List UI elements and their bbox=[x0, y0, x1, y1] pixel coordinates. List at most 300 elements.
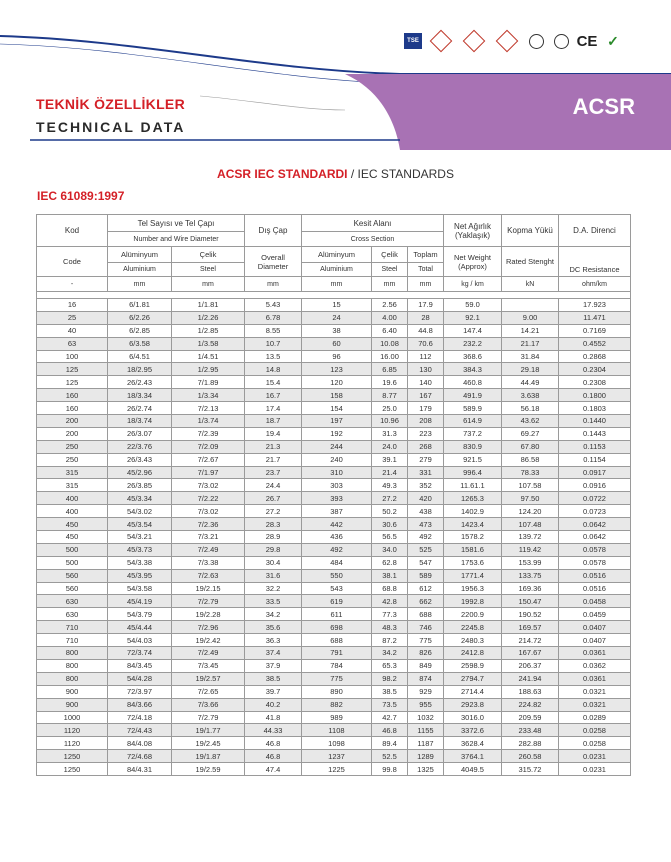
table-cell: 282.88 bbox=[502, 737, 559, 750]
table-cell: 550 bbox=[302, 569, 372, 582]
table-cell: 35.6 bbox=[245, 621, 302, 634]
table-cell: 9.00 bbox=[502, 311, 559, 324]
table-cell: 460.8 bbox=[444, 376, 502, 389]
table-cell: 996.4 bbox=[444, 466, 502, 479]
table-cell: 310 bbox=[302, 466, 372, 479]
table-cell: 45/2.96 bbox=[108, 466, 172, 479]
table-cell: 0.1803 bbox=[559, 402, 631, 415]
table-cell: 1098 bbox=[302, 737, 372, 750]
unit-cell: mm bbox=[302, 277, 372, 292]
table-cell: 97.50 bbox=[502, 492, 559, 505]
col-kod: Kod bbox=[37, 215, 108, 247]
table-cell: 400 bbox=[37, 505, 108, 518]
table-cell: 45/4.44 bbox=[108, 621, 172, 634]
table-cell: 0.0407 bbox=[559, 634, 631, 647]
table-cell: 32.2 bbox=[245, 582, 302, 595]
table-cell: 1120 bbox=[37, 737, 108, 750]
diamond-cert-icon bbox=[493, 32, 521, 50]
col-toplam-tr: Toplam bbox=[408, 247, 444, 263]
table-cell: 0.1153 bbox=[559, 440, 631, 453]
table-cell: 7/2.49 bbox=[172, 647, 245, 660]
table-cell: 56.18 bbox=[502, 402, 559, 415]
unit-cell: kN bbox=[502, 277, 559, 292]
table-cell: 303 bbox=[302, 479, 372, 492]
table-cell: 98.2 bbox=[372, 672, 408, 685]
col-alu-tr: Alüminyum bbox=[108, 247, 172, 263]
col-net-en: Net Weight (Approx) bbox=[444, 247, 502, 277]
table-cell: 84/3.45 bbox=[108, 659, 172, 672]
table-row bbox=[37, 492, 631, 505]
table-row bbox=[37, 582, 631, 595]
table-cell: 352 bbox=[408, 479, 444, 492]
col-kesit-tr: Kesit Alanı bbox=[302, 215, 444, 232]
table-cell: 260.58 bbox=[502, 750, 559, 763]
table-cell: 31.84 bbox=[502, 350, 559, 363]
table-cell: 890 bbox=[302, 685, 372, 698]
table-row bbox=[37, 324, 631, 337]
table-cell: 54/4.03 bbox=[108, 634, 172, 647]
col-net-tr: Net Ağırlık (Yaklaşık) bbox=[444, 215, 502, 247]
table-cell: 6/2.85 bbox=[108, 324, 172, 337]
table-cell: 10.7 bbox=[245, 337, 302, 350]
table-cell: 4049.5 bbox=[444, 763, 502, 776]
table-cell: 800 bbox=[37, 647, 108, 660]
table-cell: 710 bbox=[37, 634, 108, 647]
table-cell: 662 bbox=[408, 595, 444, 608]
table-cell: 250 bbox=[37, 440, 108, 453]
table-row bbox=[37, 621, 631, 634]
table-cell: 37.4 bbox=[245, 647, 302, 660]
table-cell: 882 bbox=[302, 698, 372, 711]
table-cell: 368.6 bbox=[444, 350, 502, 363]
table-cell: 206.37 bbox=[502, 659, 559, 672]
table-cell: 45/3.54 bbox=[108, 518, 172, 531]
table-row bbox=[37, 479, 631, 492]
table-cell: 900 bbox=[37, 698, 108, 711]
table-cell: 38.1 bbox=[372, 569, 408, 582]
table-cell: 315 bbox=[37, 466, 108, 479]
table-cell: 5.43 bbox=[245, 299, 302, 312]
table-cell: 60 bbox=[302, 337, 372, 350]
unit-cell: mm bbox=[172, 277, 245, 292]
table-cell: 442 bbox=[302, 518, 372, 531]
col-da-en: DC Resistance bbox=[559, 247, 631, 277]
table-cell: 233.48 bbox=[502, 724, 559, 737]
table-cell: 1753.6 bbox=[444, 556, 502, 569]
table-cell: 10.96 bbox=[372, 415, 408, 428]
unit-cell: - bbox=[37, 277, 108, 292]
table-cell: 547 bbox=[408, 556, 444, 569]
title-english: TECHNICAL DATA bbox=[36, 119, 186, 135]
table-cell: 17.923 bbox=[559, 299, 631, 312]
table-cell: 612 bbox=[408, 582, 444, 595]
table-cell: 43.62 bbox=[502, 415, 559, 428]
table-cell: 7/2.63 bbox=[172, 569, 245, 582]
table-cell: 21.3 bbox=[245, 440, 302, 453]
table-cell: 1250 bbox=[37, 750, 108, 763]
table-row bbox=[37, 376, 631, 389]
table-cell: 39.7 bbox=[245, 685, 302, 698]
table-cell: 1120 bbox=[37, 724, 108, 737]
table-cell: 0.0231 bbox=[559, 750, 631, 763]
table-cell: 6/4.51 bbox=[108, 350, 172, 363]
table-cell: 15 bbox=[302, 299, 372, 312]
standard-title-en: / IEC STANDARDS bbox=[350, 167, 454, 181]
table-cell: 45/4.19 bbox=[108, 595, 172, 608]
header-banner bbox=[0, 0, 671, 160]
table-cell: 72/4.68 bbox=[108, 750, 172, 763]
table-cell: 3016.0 bbox=[444, 711, 502, 724]
table-cell: 784 bbox=[302, 659, 372, 672]
table-cell: 42.7 bbox=[372, 711, 408, 724]
table-row bbox=[37, 427, 631, 440]
table-cell: 99.8 bbox=[372, 763, 408, 776]
col-code: Code bbox=[37, 247, 108, 277]
table-cell: 1/3.74 bbox=[172, 415, 245, 428]
table-cell: 1250 bbox=[37, 763, 108, 776]
table-cell: 0.0289 bbox=[559, 711, 631, 724]
table-cell: 30.6 bbox=[372, 518, 408, 531]
table-cell: 16 bbox=[37, 299, 108, 312]
table-cell: 208 bbox=[408, 415, 444, 428]
table-cell: 2480.3 bbox=[444, 634, 502, 647]
circle-cert-icon bbox=[526, 32, 546, 50]
table-cell: 450 bbox=[37, 518, 108, 531]
table-cell: 0.2868 bbox=[559, 350, 631, 363]
table-cell: 491.9 bbox=[444, 389, 502, 402]
table-cell: 1289 bbox=[408, 750, 444, 763]
table-cell: 800 bbox=[37, 672, 108, 685]
table-cell: 72/3.74 bbox=[108, 647, 172, 660]
table-cell: 589 bbox=[408, 569, 444, 582]
technical-data-table bbox=[36, 214, 631, 776]
table-cell: 158 bbox=[302, 389, 372, 402]
table-cell: 54/3.58 bbox=[108, 582, 172, 595]
circle-cert-icon bbox=[551, 32, 571, 50]
table-cell: 7/2.13 bbox=[172, 402, 245, 415]
table-row bbox=[37, 595, 631, 608]
table-cell: 279 bbox=[408, 453, 444, 466]
table-cell: 86.58 bbox=[502, 453, 559, 466]
table-cell: 16.7 bbox=[245, 389, 302, 402]
table-cell: 21.4 bbox=[372, 466, 408, 479]
table-cell: 0.0516 bbox=[559, 582, 631, 595]
table-cell: 44.33 bbox=[245, 724, 302, 737]
table-cell: 0.0642 bbox=[559, 518, 631, 531]
standard-title-tr: ACSR IEC STANDARDI bbox=[217, 167, 348, 181]
table-cell: 688 bbox=[302, 634, 372, 647]
table-cell: 1/1.81 bbox=[172, 299, 245, 312]
table-cell: 62.8 bbox=[372, 556, 408, 569]
table-cell: 393 bbox=[302, 492, 372, 505]
table-cell: 698 bbox=[302, 621, 372, 634]
rohs-icon: ✓ bbox=[607, 32, 619, 49]
table-cell: 19/1.87 bbox=[172, 750, 245, 763]
table-cell: 560 bbox=[37, 569, 108, 582]
table-cell: 150.47 bbox=[502, 595, 559, 608]
table-cell: 223 bbox=[408, 427, 444, 440]
table-row bbox=[37, 440, 631, 453]
table-cell: 560 bbox=[37, 582, 108, 595]
table-cell: 34.2 bbox=[245, 608, 302, 621]
table-cell: 54/3.21 bbox=[108, 531, 172, 544]
table-row bbox=[37, 750, 631, 763]
col-dis-cap: Dış Çap bbox=[245, 215, 302, 247]
table-row bbox=[37, 724, 631, 737]
table-row bbox=[37, 518, 631, 531]
table-cell: 130 bbox=[408, 363, 444, 376]
table-cell: 14.21 bbox=[502, 324, 559, 337]
table-cell: 19/2.45 bbox=[172, 737, 245, 750]
table-cell: 1237 bbox=[302, 750, 372, 763]
table-cell: 0.0722 bbox=[559, 492, 631, 505]
table-cell: 0.2304 bbox=[559, 363, 631, 376]
table-row bbox=[37, 711, 631, 724]
table-cell: 160 bbox=[37, 402, 108, 415]
table-cell: 955 bbox=[408, 698, 444, 711]
table-cell: 331 bbox=[408, 466, 444, 479]
table-cell: 169.36 bbox=[502, 582, 559, 595]
table-cell: 17.9 bbox=[408, 299, 444, 312]
table-cell: 26/3.85 bbox=[108, 479, 172, 492]
table-cell: 7/2.49 bbox=[172, 543, 245, 556]
table-cell: 72/3.97 bbox=[108, 685, 172, 698]
table-cell: 384.3 bbox=[444, 363, 502, 376]
col-kopma-tr: Kopma Yükü bbox=[502, 215, 559, 247]
table-cell: 120 bbox=[302, 376, 372, 389]
table-cell: 63 bbox=[37, 337, 108, 350]
table-cell: 19.6 bbox=[372, 376, 408, 389]
table-cell: 7/1.97 bbox=[172, 466, 245, 479]
table-cell: 107.48 bbox=[502, 518, 559, 531]
table-cell: 0.0578 bbox=[559, 543, 631, 556]
table-cell: 200 bbox=[37, 427, 108, 440]
diamond-cert-icon bbox=[427, 32, 455, 50]
table-cell: 17.4 bbox=[245, 402, 302, 415]
table-cell: 7/2.67 bbox=[172, 453, 245, 466]
table-cell: 688 bbox=[408, 608, 444, 621]
table-row bbox=[37, 389, 631, 402]
table-cell: 7/3.21 bbox=[172, 531, 245, 544]
table-cell: 45/3.95 bbox=[108, 569, 172, 582]
col-alu-tr-2: Alüminyum bbox=[302, 247, 372, 263]
col-overall: Overall Diameter bbox=[245, 247, 302, 277]
table-cell: 1/3.34 bbox=[172, 389, 245, 402]
table-cell: 18/3.34 bbox=[108, 389, 172, 402]
table-row bbox=[37, 350, 631, 363]
table-cell: 450 bbox=[37, 531, 108, 544]
table-cell: 44.49 bbox=[502, 376, 559, 389]
table-cell: 0.0258 bbox=[559, 724, 631, 737]
table-cell: 19.4 bbox=[245, 427, 302, 440]
table-cell: 154 bbox=[302, 402, 372, 415]
table-cell: 7/2.39 bbox=[172, 427, 245, 440]
table-cell: 10.08 bbox=[372, 337, 408, 350]
table-cell: 7/2.36 bbox=[172, 518, 245, 531]
table-cell: 190.52 bbox=[502, 608, 559, 621]
table-cell: 34.2 bbox=[372, 647, 408, 660]
table-cell: 543 bbox=[302, 582, 372, 595]
table-cell: 11.471 bbox=[559, 311, 631, 324]
table-cell: 34.0 bbox=[372, 543, 408, 556]
table-cell: 36.3 bbox=[245, 634, 302, 647]
table-cell: 224.82 bbox=[502, 698, 559, 711]
table-cell: 1/2.95 bbox=[172, 363, 245, 376]
table-cell: 7/3.02 bbox=[172, 505, 245, 518]
table-cell: 1000 bbox=[37, 711, 108, 724]
table-cell: 0.1154 bbox=[559, 453, 631, 466]
table-cell: 123 bbox=[302, 363, 372, 376]
table-row bbox=[37, 763, 631, 776]
table-cell: 27.2 bbox=[372, 492, 408, 505]
table-cell: 315.72 bbox=[502, 763, 559, 776]
col-toplam-en: Total bbox=[408, 263, 444, 277]
table-cell: 140 bbox=[408, 376, 444, 389]
table-cell: 800 bbox=[37, 659, 108, 672]
table-cell: 250 bbox=[37, 453, 108, 466]
table-cell: 192 bbox=[302, 427, 372, 440]
table-cell: 849 bbox=[408, 659, 444, 672]
table-cell: 119.42 bbox=[502, 543, 559, 556]
table-cell: 1956.3 bbox=[444, 582, 502, 595]
table-cell: 197 bbox=[302, 415, 372, 428]
table-cell: 436 bbox=[302, 531, 372, 544]
unit-cell: kg / km bbox=[444, 277, 502, 292]
col-alu-en: Aluminium bbox=[108, 263, 172, 277]
table-cell: 18/3.74 bbox=[108, 415, 172, 428]
table-cell: 100 bbox=[37, 350, 108, 363]
table-row bbox=[37, 299, 631, 312]
table-cell: 19/1.77 bbox=[172, 724, 245, 737]
table-cell: 1032 bbox=[408, 711, 444, 724]
table-cell: 84/4.08 bbox=[108, 737, 172, 750]
table-cell: 26/3.07 bbox=[108, 427, 172, 440]
table-cell: 188.63 bbox=[502, 685, 559, 698]
table-cell: 7/2.79 bbox=[172, 595, 245, 608]
table-cell: 54/3.38 bbox=[108, 556, 172, 569]
units-row bbox=[37, 277, 631, 292]
table-cell: 1402.9 bbox=[444, 505, 502, 518]
table-cell: 68.8 bbox=[372, 582, 408, 595]
table-cell: 7/2.09 bbox=[172, 440, 245, 453]
table-cell: 27.2 bbox=[245, 505, 302, 518]
table-cell: 1/2.26 bbox=[172, 311, 245, 324]
table-cell: 7/3.45 bbox=[172, 659, 245, 672]
table-cell: 133.75 bbox=[502, 569, 559, 582]
table-cell: 24 bbox=[302, 311, 372, 324]
table-cell: 84/4.31 bbox=[108, 763, 172, 776]
table-cell: 18/2.95 bbox=[108, 363, 172, 376]
table-cell: 0.0459 bbox=[559, 608, 631, 621]
table-cell: 0.0407 bbox=[559, 621, 631, 634]
table-cell: 125 bbox=[37, 363, 108, 376]
table-cell: 1325 bbox=[408, 763, 444, 776]
table-row bbox=[37, 311, 631, 324]
table-cell: 484 bbox=[302, 556, 372, 569]
table-cell: 0.0917 bbox=[559, 466, 631, 479]
table-cell: 78.33 bbox=[502, 466, 559, 479]
product-name: ACSR bbox=[572, 94, 635, 119]
table-cell: 3.638 bbox=[502, 389, 559, 402]
table-row bbox=[37, 415, 631, 428]
table-cell: 48.3 bbox=[372, 621, 408, 634]
table-cell: 25 bbox=[37, 311, 108, 324]
table-cell: 2923.8 bbox=[444, 698, 502, 711]
table-cell: 400 bbox=[37, 492, 108, 505]
table-cell: 791 bbox=[302, 647, 372, 660]
col-celik-tr: Çelik bbox=[172, 247, 245, 263]
table-cell: 153.99 bbox=[502, 556, 559, 569]
table-cell: 710 bbox=[37, 621, 108, 634]
table-cell: 40.2 bbox=[245, 698, 302, 711]
title-turkish: TEKNİK ÖZELLİKLER bbox=[36, 96, 185, 112]
table-cell: 929 bbox=[408, 685, 444, 698]
table-cell: 47.4 bbox=[245, 763, 302, 776]
table-cell: 59.0 bbox=[444, 299, 502, 312]
table-cell: 37.9 bbox=[245, 659, 302, 672]
table-cell: 4.00 bbox=[372, 311, 408, 324]
table-cell: 1108 bbox=[302, 724, 372, 737]
table-cell: 1581.6 bbox=[444, 543, 502, 556]
table-cell: 44.8 bbox=[408, 324, 444, 337]
table-cell: 96 bbox=[302, 350, 372, 363]
table-cell: 65.3 bbox=[372, 659, 408, 672]
table-cell: 7/2.79 bbox=[172, 711, 245, 724]
table-cell: 50.2 bbox=[372, 505, 408, 518]
table-cell: 72/4.43 bbox=[108, 724, 172, 737]
table-cell: 3372.6 bbox=[444, 724, 502, 737]
table-cell: 746 bbox=[408, 621, 444, 634]
table-cell: 200 bbox=[37, 415, 108, 428]
table-cell: 8.77 bbox=[372, 389, 408, 402]
table-cell: 1155 bbox=[408, 724, 444, 737]
table-cell: 21.17 bbox=[502, 337, 559, 350]
table-row bbox=[37, 453, 631, 466]
table-cell: 232.2 bbox=[444, 337, 502, 350]
table-cell: 268 bbox=[408, 440, 444, 453]
table-row bbox=[37, 698, 631, 711]
table-cell: 0.4552 bbox=[559, 337, 631, 350]
table-cell: 0.0642 bbox=[559, 531, 631, 544]
table-cell: 1265.3 bbox=[444, 492, 502, 505]
table-cell: 241.94 bbox=[502, 672, 559, 685]
table-cell: 7/3.66 bbox=[172, 698, 245, 711]
table-cell: 15.4 bbox=[245, 376, 302, 389]
table-cell: 139.72 bbox=[502, 531, 559, 544]
table-cell: 6.78 bbox=[245, 311, 302, 324]
table-cell: 125 bbox=[37, 376, 108, 389]
table-cell: 1187 bbox=[408, 737, 444, 750]
table-row bbox=[37, 543, 631, 556]
table-cell: 7/2.65 bbox=[172, 685, 245, 698]
table-cell: 0.0361 bbox=[559, 672, 631, 685]
table-cell: 54/3.79 bbox=[108, 608, 172, 621]
table-cell: 630 bbox=[37, 608, 108, 621]
table-cell: 7/2.22 bbox=[172, 492, 245, 505]
table-cell: 26/2.43 bbox=[108, 376, 172, 389]
table-cell: 0.1800 bbox=[559, 389, 631, 402]
table-cell: 900 bbox=[37, 685, 108, 698]
table-row bbox=[37, 466, 631, 479]
table-cell: 3628.4 bbox=[444, 737, 502, 750]
table-row bbox=[37, 608, 631, 621]
table-cell: 46.8 bbox=[245, 750, 302, 763]
table-cell: 0.0578 bbox=[559, 556, 631, 569]
table-cell: 1771.4 bbox=[444, 569, 502, 582]
unit-cell: mm bbox=[408, 277, 444, 292]
table-cell: 40 bbox=[37, 324, 108, 337]
table-cell: 73.5 bbox=[372, 698, 408, 711]
